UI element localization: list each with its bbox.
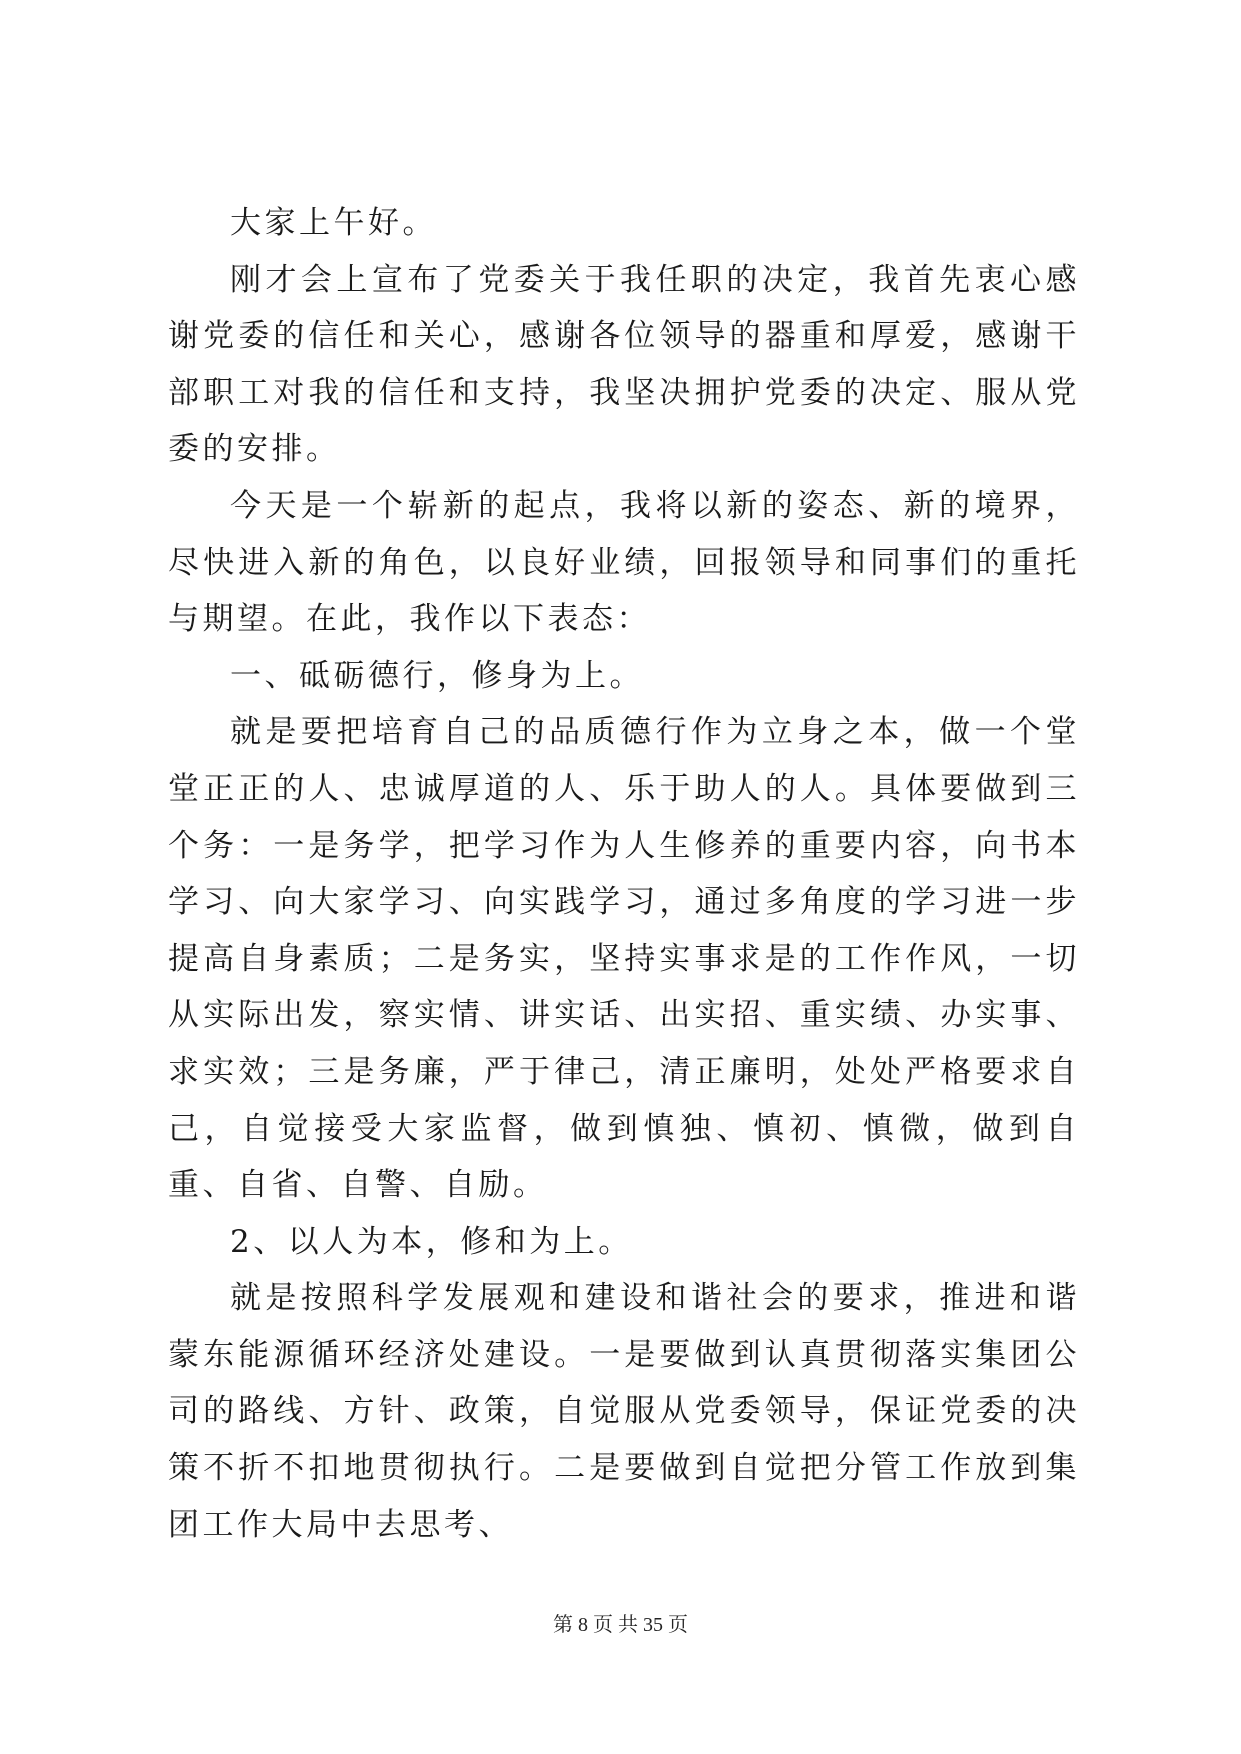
paragraph-new-start: 今天是一个崭新的起点，我将以新的姿态、新的境界，尽快进入新的角色，以良好业绩，回报领导和同事们的重托与期望。在此，我作以下表态：	[168, 487, 1080, 638]
document-body	[168, 195, 1080, 1553]
section-heading-1: 一、砥砺德行，修身为上。	[230, 657, 644, 694]
paragraph-section-2: 就是按照科学发展观和建设和谐社会的要求，推进和谐蒙东能源循环经济处建设。一是要做到认真贯彻落实集团公司的路线、方针、政策，自觉服从党委领导，保证党委的决策不折不扣地贯彻执行。二是要做到自觉把分管工作放到集团工作大局中去思考、	[168, 1280, 1080, 1543]
paragraph-section-1: 就是要把培育自己的品质德行作为立身之本，做一个堂堂正正的人、忠诚厚道的人、乐于助人的人。具体要做到三个务：一是务学，把学习作为人生修养的重要内容，向书本学习、向大家学习、向实践学习，通过多角度的学习进一步提高自身素质；二是务实，坚持实事求是的工作作风，一切从实际出发，察实情、讲实话、出实招、重实绩、办实事、求实效；三是务廉，严于律己，清正廉明，处处严格要求自己，自觉接受大家监督，做到慎独、慎初、慎微，做到自重、自省、自警、自励。	[168, 714, 1080, 1204]
greeting-paragraph: 大家上午好。	[230, 205, 437, 241]
page-footer: 第 8 页 共 35 页	[553, 1614, 688, 1636]
paragraph-appointment-thanks: 刚才会上宣布了党委关于我任职的决定，我首先衷心感谢党委的信任和关心，感谢各位领导的器重和厚爱，感谢干部职工对我的信任和支持，我坚决拥护党委的决定、服从党委的安排。	[168, 261, 1080, 468]
section-heading-2: 2、以人为本，修和为上。	[230, 1223, 633, 1260]
